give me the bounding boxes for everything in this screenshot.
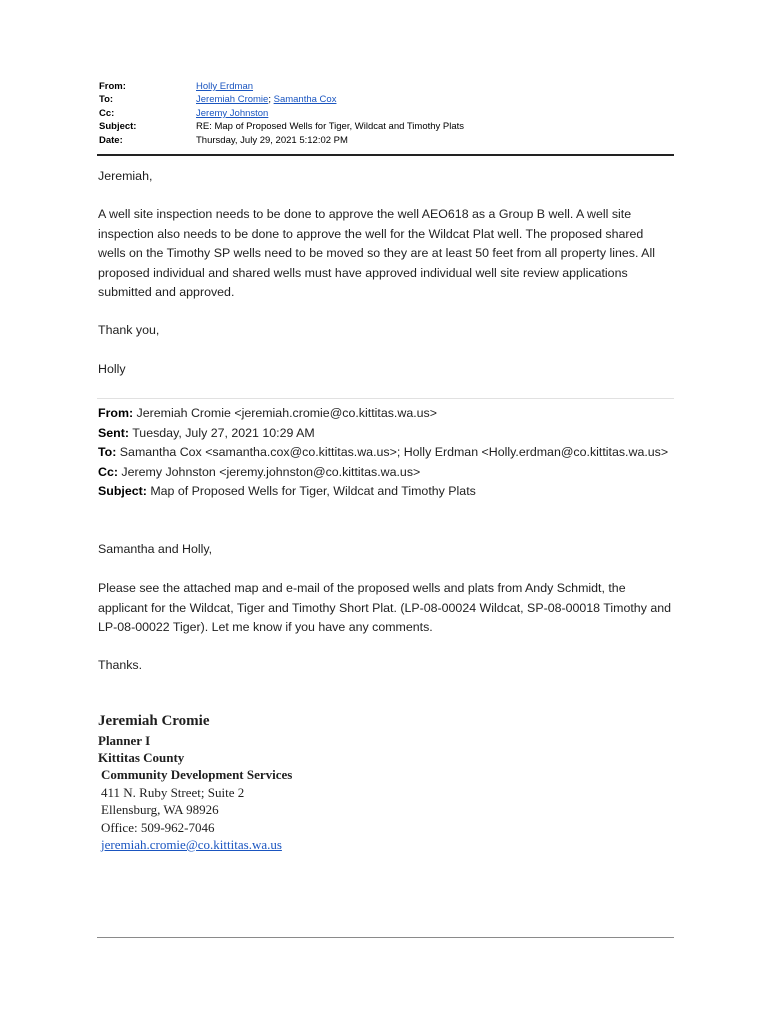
header-cc-label: Cc: [99, 107, 115, 119]
header-divider [97, 154, 674, 156]
quoted-subject-label: Subject: [98, 484, 147, 498]
quoted-paragraph: Please see the attached map and e-mail of the proposed wells and plats from Andy Schmidt, the applicant for the Wildcat, Tiger and Timothy Short Plat. (LP-08-00024 Wildcat, SP-08-00018 Timothy and LP-08-00022 Tiger). Let me know if you have any comments. [98, 581, 672, 634]
signature-department: Community Development Services [101, 767, 293, 782]
quoted-header [98, 404, 673, 502]
quoted-sent-label: Sent: [98, 425, 129, 440]
quoted-from-label: From: [98, 406, 134, 420]
header-from-label: From: [99, 81, 126, 92]
quoted-cc-value: Jeremy Johnston <jeremy.johnston@co.kittitas.wa.us> [117, 464, 421, 479]
header-cc-row [99, 107, 464, 120]
quoted-closing: Thanks. [98, 658, 143, 672]
header-subject-label: Subject: [99, 121, 137, 133]
signature-email-link[interactable]: jeremiah.cromie@co.kittitas.wa.us [101, 837, 282, 852]
quoted-to-label: To: [98, 445, 117, 459]
quoted-to-value: Samantha Cox <samantha.cox@co.kittitas.wa.us>; Holly Erdman <Holly.erdman@co.kittitas.wa.us> [116, 445, 669, 459]
quoted-divider [97, 398, 674, 399]
header-from-link[interactable]: Holly Erdman [196, 81, 254, 92]
header-from-row [99, 80, 464, 93]
signature-county: Kittitas County [98, 750, 185, 765]
quoted-cc-line [98, 463, 673, 483]
quoted-greeting: Samantha and Holly, [98, 542, 213, 556]
reply-signoff: Holly [98, 362, 126, 376]
quoted-subject-line [98, 482, 673, 502]
signature-street: 411 N. Ruby Street; Suite 2 [101, 785, 245, 800]
quoted-subject-value: Map of Proposed Wells for Tiger, Wildcat and Timothy Plats [146, 484, 476, 498]
header-date-row [99, 134, 464, 147]
quoted-from-value: Jeremiah Cromie <jeremiah.cromie@co.kittitas.wa.us> [133, 406, 437, 420]
quoted-sent-value: Tuesday, July 27, 2021 10:29 AM [128, 425, 315, 440]
header-to-link-1[interactable]: Jeremiah Cromie [196, 94, 269, 106]
reply-paragraph: A well site inspection needs to be done to approve the well AEO618 as a Group B well. A well site inspection also needs to be done to approve the well for the Wildcat Plat well. The proposed shared wells on the Timothy SP wells need to be moved so they are at least 50 feet from all property lines. All proposed individual and shared wells must have approved individual well site review applications submitted and approved. [98, 207, 655, 299]
signature-city: Ellensburg, WA 98926 [101, 802, 219, 817]
email-header [99, 80, 464, 147]
quoted-cc-label: Cc: [98, 464, 118, 479]
header-to-label: To: [99, 94, 114, 106]
header-to-separator: ; [268, 94, 274, 106]
signature-office-phone: Office: 509-962-7046 [101, 820, 215, 835]
header-to-row [99, 93, 464, 106]
footer-divider [97, 937, 674, 938]
signature-title: Planner I [98, 733, 151, 748]
header-to-link-2[interactable]: Samantha Cox [273, 94, 337, 106]
header-date-label: Date: [99, 134, 123, 146]
header-cc-link[interactable]: Jeremy Johnston [196, 107, 269, 119]
header-subject-row [99, 120, 464, 133]
quoted-sent-line [98, 424, 673, 444]
quoted-to-line [98, 443, 673, 463]
reply-closing: Thank you, [98, 323, 160, 337]
reply-greeting: Jeremiah, [98, 169, 153, 183]
header-subject-value: RE: Map of Proposed Wells for Tiger, Wildcat and Timothy Plats [196, 121, 465, 133]
signature-name: Jeremiah Cromie [98, 713, 210, 729]
header-date-value: Thursday, July 29, 2021 5:12:02 PM [196, 134, 348, 146]
quoted-from-line [98, 404, 673, 424]
